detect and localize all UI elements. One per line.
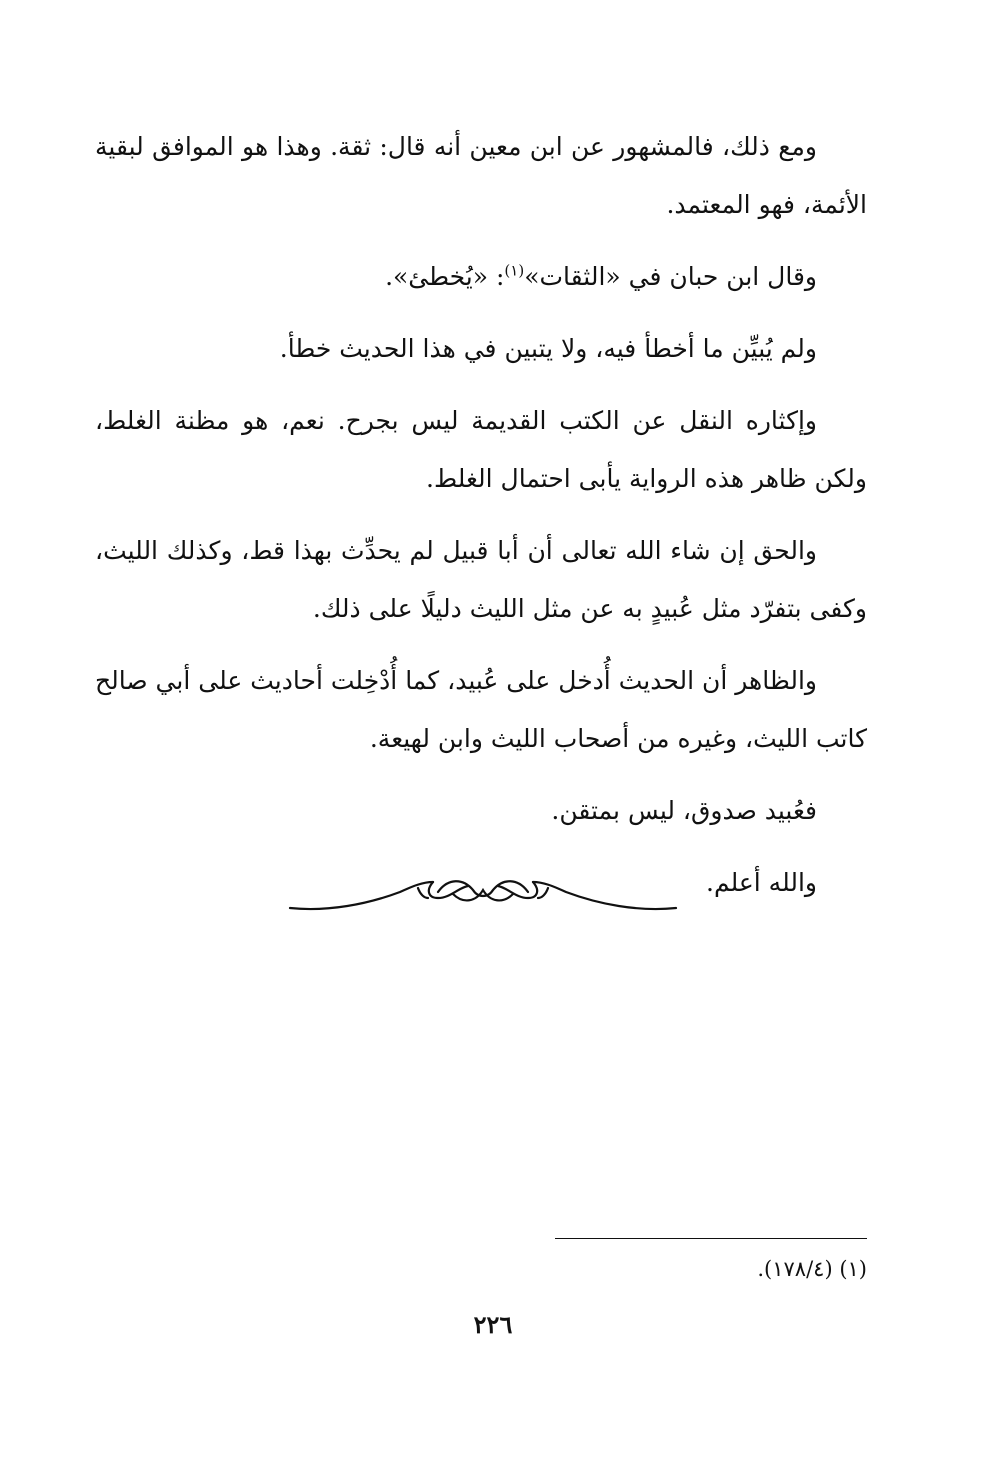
ibn-hibban-quote: : «يُخطئ». <box>385 262 505 291</box>
paragraph-5: والظاهر أن الحديث أُدخل على عُبيد، كما أُدْخِلت أحاديث على أبي صالح كاتب الليث، وغيره من أصحاب الليث وابن لهيعة. <box>95 666 867 753</box>
paragraph-2: ولم يُبيِّن ما أخطأ فيه، ولا يتبين في هذا الحديث خطأ. <box>279 334 817 363</box>
paragraph-4: والحق إن شاء الله تعالى أن أبا قبيل لم يحدِّث بهذا قط، وكذلك الليث، وكفى بتفرّد مثل عُبيدٍ به عن مثل الليث دليلًا على ذلك. <box>95 536 867 623</box>
ibn-hibban-text: وقال ابن حبان في «الثقات» <box>524 262 817 291</box>
paragraph-6: فعُبيد صدوق، ليس بمتقن. <box>551 796 817 825</box>
paragraph-ibn-hibban <box>95 248 867 306</box>
footnote-divider <box>555 1238 867 1239</box>
footnote-reference: (١) <box>504 261 525 280</box>
body-text <box>95 118 867 926</box>
section-divider-ornament <box>288 868 678 928</box>
paragraph-7: والله أعلم. <box>706 868 817 897</box>
page-number: ٢٢٦ <box>473 1310 513 1339</box>
paragraph-3: وإكثاره النقل عن الكتب القديمة ليس بجرح. نعم، هو مظنة الغلط، ولكن ظاهر هذه الرواية يأبى احتمال الغلط. <box>95 406 867 493</box>
footnote: (١) (١٧٨/٤). <box>757 1257 867 1281</box>
paragraph-1: ومع ذلك، فالمشهور عن ابن معين أنه قال: ثقة. وهذا هو الموافق لبقية الأئمة، فهو المعتمد. <box>95 132 867 219</box>
